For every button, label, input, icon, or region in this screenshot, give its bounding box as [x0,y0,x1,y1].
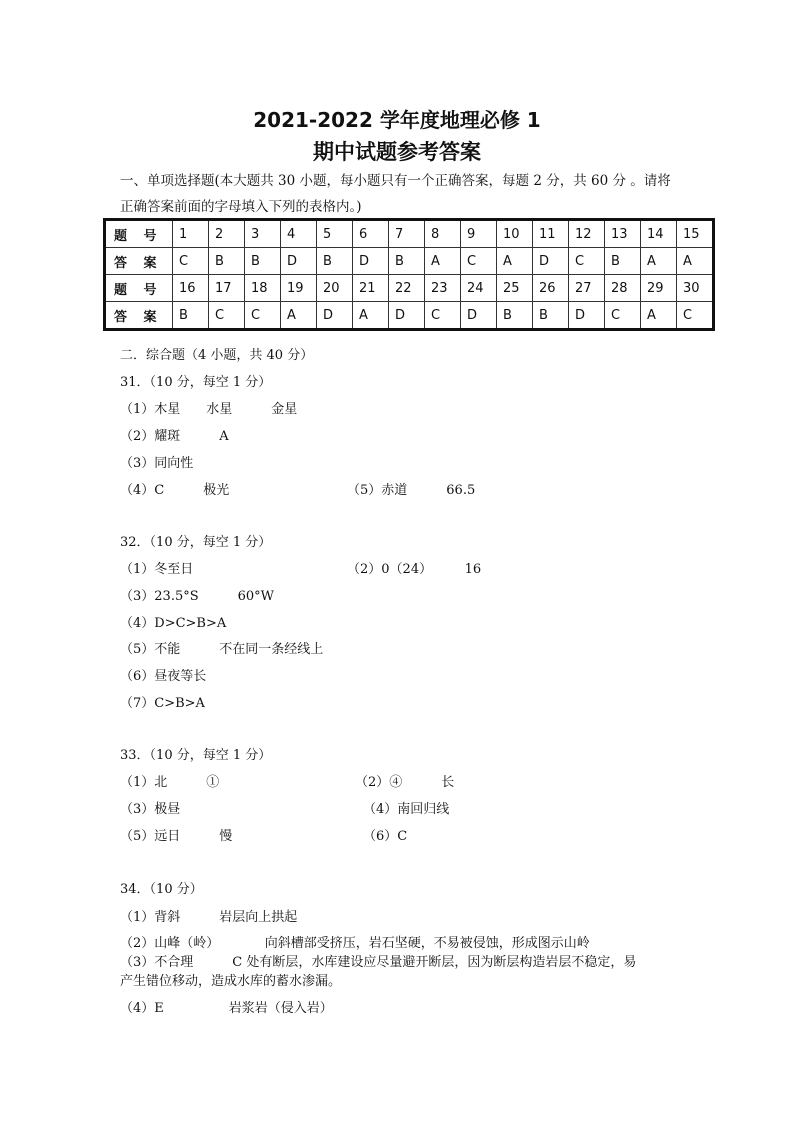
question-number: 19 [281,275,317,302]
answer-cell: A [425,248,461,275]
answer-cell: C [425,302,461,330]
answer-cell: C [173,248,209,275]
question-number: 23 [425,275,461,302]
q34-answer-4: （4）E 岩浆岩（侵入岩） [120,1001,333,1016]
question-number: 24 [461,275,497,302]
q31-answer-4: （4）C 极光 [120,483,230,498]
row-label-question: 题 号 [105,275,173,302]
question-number: 28 [605,275,641,302]
q34-answer-3-line1: （3）不合理 C 处有断层，水库建设应尽量避开断层，因为断层构造岩层不稳定，易 [120,955,637,970]
question-number: 26 [533,275,569,302]
q34-answer-1: （1）背斜 岩层向上拱起 [120,910,298,925]
answer-cell: C [677,302,714,330]
answer-cell: A [677,248,714,275]
question-number: 21 [353,275,389,302]
answer-cell: C [245,302,281,330]
question-number: 15 [677,220,714,248]
answer-cell: D [569,302,605,330]
question-number: 1 [173,220,209,248]
question-number: 18 [245,275,281,302]
section1-intro-line1: 一、单项选择题(本大题共 30 小题，每小题只有一个正确答案，每题 2 分，共 60 分 。请将 [120,173,671,189]
q31-heading: 31．（10 分，每空 1 分） [120,375,272,390]
question-number: 8 [425,220,461,248]
question-number: 22 [389,275,425,302]
q33-answer-4: （4）南回归线 [363,802,450,817]
q34-heading: 34．（10 分） [120,882,203,897]
answer-cell: A [641,302,677,330]
answer-cell: D [317,302,353,330]
answer-cell: B [497,302,533,330]
answer-cell: A [641,248,677,275]
question-number: 7 [389,220,425,248]
question-number: 5 [317,220,353,248]
answer-table [103,218,715,331]
table-row-answers-1 [105,248,714,275]
question-number: 6 [353,220,389,248]
row-label-question: 题 号 [105,220,173,248]
answer-cell: A [497,248,533,275]
answer-cell: D [533,248,569,275]
answer-cell: B [245,248,281,275]
answer-cell: B [533,302,569,330]
q32-answer-5: （5）不能 不在同一条经线上 [120,642,324,657]
answer-cell: B [389,248,425,275]
table-row-numbers-2 [105,275,714,302]
question-number: 4 [281,220,317,248]
answer-cell: C [461,248,497,275]
answer-cell: A [353,302,389,330]
answer-cell: B [317,248,353,275]
table-row-numbers-1 [105,220,714,248]
q31-answer-2: （2）耀斑 A [120,429,229,444]
q33-answer-2: （2）④ 长 [355,775,455,790]
question-number: 2 [209,220,245,248]
document-title-line2: 期中试题参考答案 [313,140,481,164]
answer-cell: D [281,248,317,275]
answer-cell: B [605,248,641,275]
table-row-answers-2 [105,302,714,330]
question-number: 17 [209,275,245,302]
row-label-answer: 答 案 [105,302,173,330]
q33-answer-6: （6）C [363,829,408,844]
q31-answer-1: （1）木星 水星 金星 [120,402,298,417]
q33-answer-1: （1）北 ① [120,775,220,790]
q32-answer-1: （1）冬至日 [120,562,194,577]
q33-heading: 33．（10 分，每空 1 分） [120,748,272,763]
document-title-line1: 2021-2022 学年度地理必修 1 [253,108,541,132]
answer-cell: A [281,302,317,330]
q32-answer-7: （7）C>B>A [120,696,205,711]
q34-answer-3-line2: 产生错位移动，造成水库的蓄水渗漏。 [120,974,342,989]
question-number: 16 [173,275,209,302]
answer-cell: D [353,248,389,275]
question-number: 10 [497,220,533,248]
q33-answer-3: （3）极昼 [120,802,181,817]
q34-answer-2: （2）山峰（岭） 向斜槽部受挤压，岩石坚硬，不易被侵蚀，形成图示山岭 [120,936,590,951]
answer-cell: D [461,302,497,330]
q32-answer-2: （2）0（24） 16 [347,562,482,577]
question-number: 9 [461,220,497,248]
q32-heading: 32．（10 分，每空 1 分） [120,535,272,550]
answer-cell: C [605,302,641,330]
question-number: 30 [677,275,714,302]
question-number: 20 [317,275,353,302]
section1-intro-line2: 正确答案前面的字母填入下列的表格内。) [120,199,362,215]
question-number: 27 [569,275,605,302]
question-number: 13 [605,220,641,248]
q31-answer-3: （3）同向性 [120,456,194,471]
q31-answer-5: （5）赤道 66.5 [347,483,476,498]
question-number: 11 [533,220,569,248]
q32-answer-6: （6）昼夜等长 [120,669,207,684]
question-number: 3 [245,220,281,248]
answer-cell: D [389,302,425,330]
answer-cell: B [173,302,209,330]
section2-heading: 二．综合题（4 小题，共 40 分） [120,348,314,363]
answer-cell: C [569,248,605,275]
row-label-answer: 答 案 [105,248,173,275]
question-number: 25 [497,275,533,302]
answer-cell: B [209,248,245,275]
q32-answer-4: （4）D>C>B>A [120,616,227,631]
q33-answer-5: （5）远日 慢 [120,829,233,844]
answer-cell: C [209,302,245,330]
question-number: 29 [641,275,677,302]
question-number: 12 [569,220,605,248]
question-number: 14 [641,220,677,248]
q32-answer-3: （3）23.5°S 60°W [120,589,275,604]
